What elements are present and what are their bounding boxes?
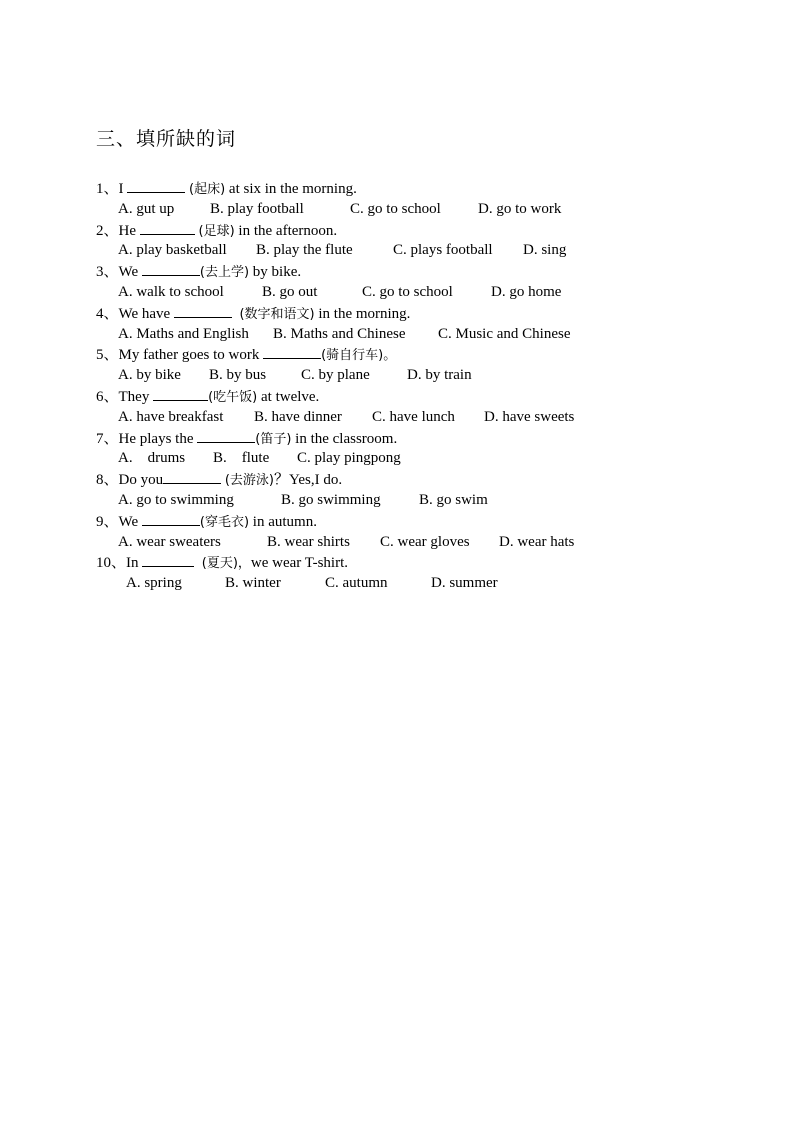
options-2 xyxy=(96,240,776,261)
question-number: 2、 xyxy=(96,222,119,239)
question-9 xyxy=(96,511,776,532)
question-2 xyxy=(96,220,776,241)
question-4 xyxy=(96,303,776,324)
option: A. wear sweaters xyxy=(118,533,221,550)
answer-blank[interactable] xyxy=(197,428,255,443)
option: B. winter xyxy=(225,575,281,592)
question-text-before: In xyxy=(126,555,143,572)
option: A. spring xyxy=(126,575,182,592)
question-text-before: They xyxy=(118,388,154,405)
answer-blank[interactable] xyxy=(140,220,195,235)
option: D. sing xyxy=(523,242,567,259)
question-text-before: We xyxy=(118,513,142,530)
option: D. by train xyxy=(407,367,472,384)
option: D. go home xyxy=(491,283,562,300)
option: C. wear gloves xyxy=(380,533,470,550)
option: B. wear shirts xyxy=(267,533,350,550)
options-3 xyxy=(96,282,776,303)
page-title: 三、填所缺的词 xyxy=(96,129,237,150)
option: B. flute xyxy=(213,450,270,467)
options-10 xyxy=(96,573,776,594)
option: A. play basketball xyxy=(118,242,227,259)
option: A. have breakfast xyxy=(118,408,224,425)
answer-blank[interactable] xyxy=(127,178,185,193)
option: C. go to school xyxy=(362,283,453,300)
option: B. play the flute xyxy=(256,242,353,259)
question-list xyxy=(96,178,776,594)
option: C. play pingpong xyxy=(297,450,401,467)
question-text-after: in the classroom. xyxy=(291,430,398,447)
chinese-hint: (起床) xyxy=(189,182,226,197)
option: B. go swim xyxy=(419,491,488,508)
question-text-after: at twelve. xyxy=(257,388,320,405)
option: B. play football xyxy=(210,200,304,217)
chinese-hint: (笛子) xyxy=(255,431,292,447)
question-number: 10、 xyxy=(96,555,127,572)
question-7 xyxy=(96,428,776,449)
question-text-after: by bike. xyxy=(249,264,302,281)
chinese-hint: (数字和语文) xyxy=(239,306,315,322)
question-text-before: My father goes to work xyxy=(118,347,264,364)
question-number: 1、 xyxy=(96,181,119,197)
question-text-before: I xyxy=(118,181,128,197)
option: A. Maths and English xyxy=(118,325,249,342)
option: C. autumn xyxy=(325,575,388,592)
answer-blank[interactable] xyxy=(142,511,200,526)
option: D. go to work xyxy=(478,200,562,217)
answer-blank[interactable] xyxy=(153,386,208,401)
question-number: 5、 xyxy=(96,347,119,364)
question-1 xyxy=(96,178,776,199)
option: C. have lunch xyxy=(372,408,455,425)
answer-blank[interactable] xyxy=(142,261,200,276)
question-number: 9、 xyxy=(96,513,119,530)
option: C. go to school xyxy=(350,200,441,217)
option: B. by bus xyxy=(209,367,267,384)
question-number: 3、 xyxy=(96,264,119,281)
question-number: 8、 xyxy=(96,472,119,489)
chinese-hint: (穿毛衣) xyxy=(199,514,250,530)
options-6 xyxy=(96,407,776,428)
options-4 xyxy=(96,324,776,345)
option: C. by plane xyxy=(301,367,370,384)
question-text-after: at six in the morning. xyxy=(225,181,357,197)
option: A. gut up xyxy=(118,200,175,217)
question-text-after: we wear T-shirt. xyxy=(250,555,348,572)
option: C. Music and Chinese xyxy=(438,325,571,342)
option: A. go to swimming xyxy=(118,491,234,508)
chinese-hint: (去上学) xyxy=(199,265,250,281)
question-number: 7、 xyxy=(96,430,119,447)
question-number: 6、 xyxy=(96,388,119,405)
option: B. go swimming xyxy=(281,491,381,508)
question-text-after: in the morning. xyxy=(314,305,411,322)
answer-blank[interactable] xyxy=(174,303,232,318)
chinese-hint: (去游泳) xyxy=(224,473,275,489)
question-6 xyxy=(96,386,776,407)
chinese-hint: (骑自行车)。 xyxy=(321,348,397,364)
option: D. summer xyxy=(431,575,498,592)
question-8 xyxy=(96,469,776,490)
question-text-after: in autumn. xyxy=(249,513,317,530)
option: D. wear hats xyxy=(499,533,575,550)
chinese-hint: (足球) xyxy=(198,223,235,239)
question-text-before: He plays the xyxy=(118,430,198,447)
question-text-after: in the afternoon. xyxy=(234,222,338,239)
option: A. walk to school xyxy=(118,283,224,300)
answer-blank[interactable] xyxy=(142,552,194,567)
question-text-before: We have xyxy=(118,305,174,322)
question-3 xyxy=(96,261,776,282)
question-5 xyxy=(96,344,776,365)
answer-blank[interactable] xyxy=(163,469,221,484)
chinese-hint: (夏天)， xyxy=(201,556,251,572)
question-text-before: He xyxy=(118,222,140,239)
question-text-before: We xyxy=(118,264,142,281)
question-10 xyxy=(96,552,776,573)
option: D. have sweets xyxy=(484,408,575,425)
option: A. drums xyxy=(118,450,186,467)
option: B. Maths and Chinese xyxy=(273,325,406,342)
option: B. have dinner xyxy=(254,408,342,425)
question-text-after: ？Yes,I do. xyxy=(274,472,343,489)
option: B. go out xyxy=(262,283,318,300)
chinese-hint: (吃午饭) xyxy=(208,389,258,405)
options-7 xyxy=(96,448,776,469)
options-1 xyxy=(96,199,776,220)
answer-blank[interactable] xyxy=(263,344,321,359)
question-text-before: Do you xyxy=(118,472,164,489)
question-number: 4、 xyxy=(96,305,119,322)
options-8 xyxy=(96,490,776,511)
option: A. by bike xyxy=(118,367,181,384)
option: C. plays football xyxy=(393,242,493,259)
options-5 xyxy=(96,365,776,386)
options-9 xyxy=(96,532,776,553)
